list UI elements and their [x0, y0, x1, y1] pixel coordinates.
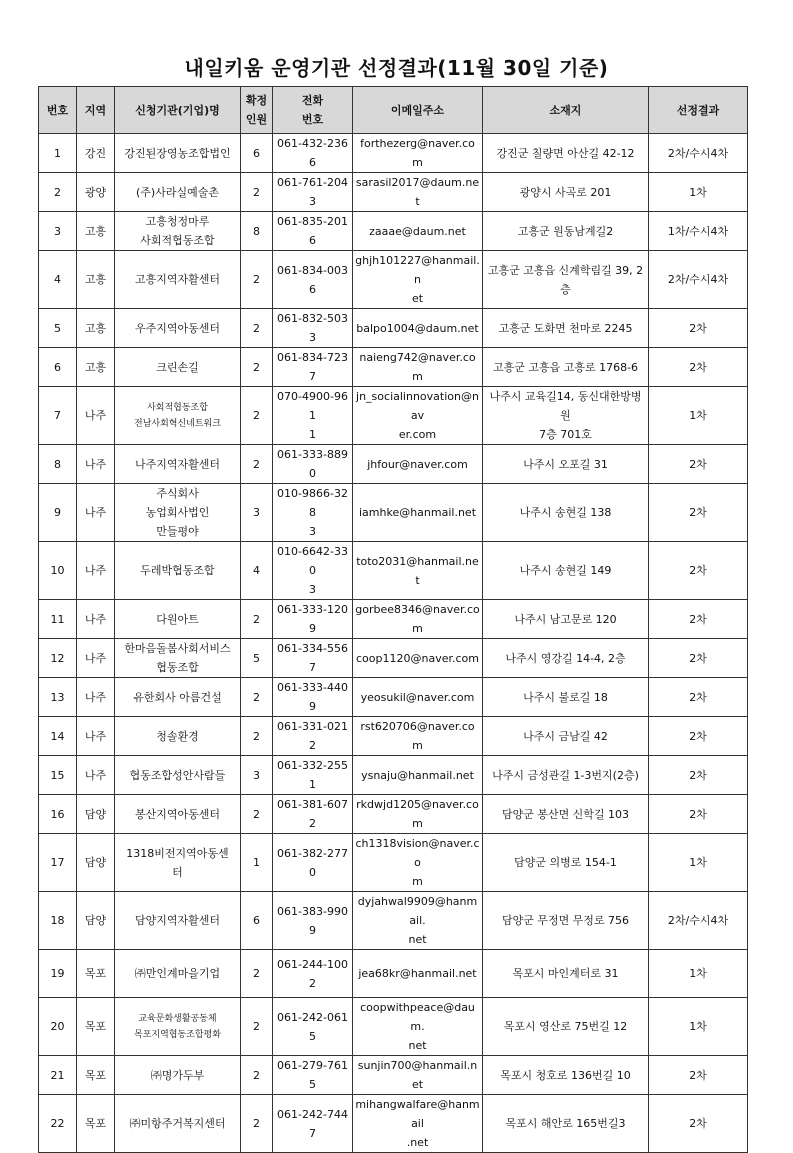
cell-result: 2차 — [649, 542, 748, 600]
cell-result: 2차 — [649, 639, 748, 678]
cell-phone: 061-383-9909 — [273, 892, 353, 950]
cell-name: 우주지역아동센터 — [115, 309, 241, 348]
cell-name: 봉산지역아동센터 — [115, 795, 241, 834]
cell-no: 13 — [39, 678, 77, 717]
table-row — [39, 1095, 748, 1153]
cell-region: 나주 — [77, 542, 115, 600]
table-row — [39, 484, 748, 542]
cell-email: jn_socialinnovation@nav er.com — [353, 387, 483, 445]
cell-address: 목포시 청호로 136번길 10 — [483, 1056, 649, 1095]
cell-region: 담양 — [77, 834, 115, 892]
cell-count: 2 — [241, 348, 273, 387]
cell-address: 담양군 봉산면 신학길 103 — [483, 795, 649, 834]
cell-phone: 061-242-7447 — [273, 1095, 353, 1153]
cell-email: dyjahwal9909@hanmail. net — [353, 892, 483, 950]
cell-no: 11 — [39, 600, 77, 639]
cell-count: 3 — [241, 756, 273, 795]
table-row — [39, 348, 748, 387]
cell-result: 2차 — [649, 678, 748, 717]
cell-address: 나주시 영강길 14-4, 2층 — [483, 639, 649, 678]
cell-phone: 061-331-0212 — [273, 717, 353, 756]
cell-result: 1차 — [649, 173, 748, 212]
cell-region: 목포 — [77, 1056, 115, 1095]
cell-count: 4 — [241, 542, 273, 600]
header-phone: 전화 번호 — [273, 87, 353, 134]
cell-name: 한마음돌봄사회서비스 협동조합 — [115, 639, 241, 678]
cell-name: 교육문화생활공동체 목포지역협동조합평화 — [115, 998, 241, 1056]
cell-phone: 061-332-2551 — [273, 756, 353, 795]
cell-count: 3 — [241, 484, 273, 542]
cell-no: 7 — [39, 387, 77, 445]
table-row — [39, 834, 748, 892]
cell-region: 목포 — [77, 950, 115, 998]
cell-no: 18 — [39, 892, 77, 950]
cell-phone: 061-244-1002 — [273, 950, 353, 998]
header-email: 이메일주소 — [353, 87, 483, 134]
cell-email: coopwithpeace@daum. net — [353, 998, 483, 1056]
cell-phone: 061-333-4409 — [273, 678, 353, 717]
cell-address: 고흥군 고흥읍 신계학림길 39, 2층 — [483, 251, 649, 309]
header-region: 지역 — [77, 87, 115, 134]
cell-email: ysnaju@hanmail.net — [353, 756, 483, 795]
cell-phone: 061-333-8890 — [273, 445, 353, 484]
table-row — [39, 1056, 748, 1095]
cell-phone: 061-381-6072 — [273, 795, 353, 834]
cell-address: 고흥군 도화면 천마로 2245 — [483, 309, 649, 348]
cell-name: 청솔환경 — [115, 717, 241, 756]
cell-email: sunjin700@hanmail.net — [353, 1056, 483, 1095]
cell-result: 1차 — [649, 387, 748, 445]
cell-name: 사회적협동조합 전남사회혁신네트워크 — [115, 387, 241, 445]
table-row — [39, 309, 748, 348]
cell-name: ㈜미항주거복지센터 — [115, 1095, 241, 1153]
cell-name: ㈜명가두부 — [115, 1056, 241, 1095]
cell-email: rst620706@naver.com — [353, 717, 483, 756]
cell-no: 12 — [39, 639, 77, 678]
cell-region: 고흥 — [77, 348, 115, 387]
cell-region: 목포 — [77, 998, 115, 1056]
header-name: 신청기관(기업)명 — [115, 87, 241, 134]
cell-count: 8 — [241, 212, 273, 251]
cell-email: jea68kr@hanmail.net — [353, 950, 483, 998]
cell-count: 1 — [241, 834, 273, 892]
cell-name: 협동조합성안사람들 — [115, 756, 241, 795]
cell-region: 나주 — [77, 756, 115, 795]
cell-name: (주)사라실예술촌 — [115, 173, 241, 212]
cell-count: 2 — [241, 1095, 273, 1153]
cell-region: 목포 — [77, 1095, 115, 1153]
cell-region: 담양 — [77, 795, 115, 834]
cell-region: 나주 — [77, 484, 115, 542]
cell-no: 10 — [39, 542, 77, 600]
cell-result: 2차 — [649, 1056, 748, 1095]
cell-region: 나주 — [77, 600, 115, 639]
cell-phone: 061-279-7615 — [273, 1056, 353, 1095]
cell-count: 2 — [241, 717, 273, 756]
cell-region: 고흥 — [77, 212, 115, 251]
cell-name: 고흥청정마루 사회적협동조합 — [115, 212, 241, 251]
cell-email: jhfour@naver.com — [353, 445, 483, 484]
cell-count: 6 — [241, 134, 273, 173]
cell-address: 광양시 사곡로 201 — [483, 173, 649, 212]
cell-email: rkdwjd1205@naver.com — [353, 795, 483, 834]
header-count: 확정 인원 — [241, 87, 273, 134]
cell-email: mihangwalfare@hanmail .net — [353, 1095, 483, 1153]
cell-address: 나주시 교육길14, 동신대한방병원 7층 701호 — [483, 387, 649, 445]
cell-no: 15 — [39, 756, 77, 795]
cell-email: yeosukil@naver.com — [353, 678, 483, 717]
table-header-row — [39, 87, 748, 134]
table-row — [39, 717, 748, 756]
table-row — [39, 542, 748, 600]
cell-result: 2차 — [649, 717, 748, 756]
cell-no: 9 — [39, 484, 77, 542]
cell-result: 2차 — [649, 600, 748, 639]
cell-email: gorbee8346@naver.co m — [353, 600, 483, 639]
cell-no: 8 — [39, 445, 77, 484]
cell-phone: 061-761-2043 — [273, 173, 353, 212]
cell-address: 목포시 영산로 75번길 12 — [483, 998, 649, 1056]
cell-count: 2 — [241, 445, 273, 484]
cell-region: 고흥 — [77, 309, 115, 348]
cell-no: 6 — [39, 348, 77, 387]
cell-email: balpo1004@daum.net — [353, 309, 483, 348]
cell-region: 나주 — [77, 678, 115, 717]
cell-count: 2 — [241, 795, 273, 834]
cell-no: 14 — [39, 717, 77, 756]
cell-phone: 070-4900-961 1 — [273, 387, 353, 445]
cell-no: 4 — [39, 251, 77, 309]
table-row — [39, 892, 748, 950]
header-result: 선정결과 — [649, 87, 748, 134]
cell-phone: 061-835-2016 — [273, 212, 353, 251]
cell-email: toto2031@hanmail.net — [353, 542, 483, 600]
cell-address: 담양군 의병로 154-1 — [483, 834, 649, 892]
cell-count: 2 — [241, 998, 273, 1056]
table-row — [39, 795, 748, 834]
cell-result: 2차 — [649, 445, 748, 484]
cell-no: 22 — [39, 1095, 77, 1153]
cell-no: 16 — [39, 795, 77, 834]
cell-phone: 061-333-1209 — [273, 600, 353, 639]
cell-email: sarasil2017@daum.net — [353, 173, 483, 212]
cell-no: 2 — [39, 173, 77, 212]
cell-no: 1 — [39, 134, 77, 173]
cell-count: 6 — [241, 892, 273, 950]
table-row — [39, 600, 748, 639]
cell-result: 2차 — [649, 1095, 748, 1153]
cell-name: 담양지역자활센터 — [115, 892, 241, 950]
cell-count: 2 — [241, 678, 273, 717]
cell-result: 2차/수시4차 — [649, 134, 748, 173]
cell-name: 두레박협동조합 — [115, 542, 241, 600]
cell-no: 17 — [39, 834, 77, 892]
cell-region: 고흥 — [77, 251, 115, 309]
table-row — [39, 134, 748, 173]
cell-phone: 061-834-7237 — [273, 348, 353, 387]
cell-count: 2 — [241, 387, 273, 445]
cell-address: 나주시 오포길 31 — [483, 445, 649, 484]
cell-count: 2 — [241, 1056, 273, 1095]
cell-address: 나주시 남고문로 120 — [483, 600, 649, 639]
cell-count: 2 — [241, 309, 273, 348]
cell-name: 나주지역자활센터 — [115, 445, 241, 484]
cell-result: 1차 — [649, 834, 748, 892]
cell-result: 2차 — [649, 348, 748, 387]
cell-phone: 061-242-0615 — [273, 998, 353, 1056]
cell-address: 강진군 칠량면 아산길 42-12 — [483, 134, 649, 173]
cell-address: 목포시 해안로 165번길3 — [483, 1095, 649, 1153]
cell-result: 2차/수시4차 — [649, 251, 748, 309]
cell-no: 5 — [39, 309, 77, 348]
cell-name: 유한회사 아름건설 — [115, 678, 241, 717]
cell-email: ghjh101227@hanmail.n et — [353, 251, 483, 309]
cell-name: 주식회사 농업회사법인 만들평야 — [115, 484, 241, 542]
cell-email: coop1120@naver.com — [353, 639, 483, 678]
cell-address: 나주시 금성관길 1-3번지(2층) — [483, 756, 649, 795]
cell-count: 5 — [241, 639, 273, 678]
table-row — [39, 998, 748, 1056]
table-row — [39, 756, 748, 795]
cell-result: 2차 — [649, 756, 748, 795]
cell-region: 담양 — [77, 892, 115, 950]
cell-address: 나주시 금남길 42 — [483, 717, 649, 756]
table-row — [39, 251, 748, 309]
cell-no: 3 — [39, 212, 77, 251]
cell-no: 19 — [39, 950, 77, 998]
table-body — [39, 134, 748, 1153]
cell-name: 크린손길 — [115, 348, 241, 387]
cell-result: 2차 — [649, 309, 748, 348]
cell-no: 21 — [39, 1056, 77, 1095]
cell-name: 다원아트 — [115, 600, 241, 639]
cell-phone: 010-6642-330 3 — [273, 542, 353, 600]
cell-result: 1차 — [649, 998, 748, 1056]
cell-address: 고흥군 고흥읍 고흥로 1768-6 — [483, 348, 649, 387]
cell-email: zaaae@daum.net — [353, 212, 483, 251]
cell-count: 2 — [241, 173, 273, 212]
cell-region: 강진 — [77, 134, 115, 173]
cell-count: 2 — [241, 950, 273, 998]
selection-results-table — [38, 86, 748, 1153]
cell-region: 나주 — [77, 445, 115, 484]
cell-name: 고흥지역자활센터 — [115, 251, 241, 309]
cell-phone: 010-9866-328 3 — [273, 484, 353, 542]
cell-no: 20 — [39, 998, 77, 1056]
cell-name: ㈜만인계마을기업 — [115, 950, 241, 998]
table-row — [39, 445, 748, 484]
table-row — [39, 678, 748, 717]
cell-result: 1차/수시4차 — [649, 212, 748, 251]
cell-email: naieng742@naver.com — [353, 348, 483, 387]
cell-address: 나주시 불로길 18 — [483, 678, 649, 717]
cell-count: 2 — [241, 251, 273, 309]
cell-result: 2차 — [649, 795, 748, 834]
table-row — [39, 212, 748, 251]
cell-email: forthezerg@naver.com — [353, 134, 483, 173]
cell-address: 나주시 송현길 149 — [483, 542, 649, 600]
table-row — [39, 387, 748, 445]
cell-result: 1차 — [649, 950, 748, 998]
cell-email: ch1318vision@naver.co m — [353, 834, 483, 892]
cell-region: 나주 — [77, 387, 115, 445]
cell-result: 2차/수시4차 — [649, 892, 748, 950]
table-row — [39, 950, 748, 998]
cell-phone: 061-432-2366 — [273, 134, 353, 173]
cell-phone: 061-382-2770 — [273, 834, 353, 892]
cell-address: 고흥군 원동남계길2 — [483, 212, 649, 251]
cell-address: 담양군 무정면 무정로 756 — [483, 892, 649, 950]
header-no: 번호 — [39, 87, 77, 134]
cell-name: 강진된장영농조합법인 — [115, 134, 241, 173]
cell-result: 2차 — [649, 484, 748, 542]
document-title: 내일키움 운영기관 선정결과(11월 30일 기준) — [184, 56, 609, 80]
cell-name: 1318비전지역아동센 터 — [115, 834, 241, 892]
cell-address: 목포시 마인계터로 31 — [483, 950, 649, 998]
cell-region: 나주 — [77, 639, 115, 678]
cell-phone: 061-834-0036 — [273, 251, 353, 309]
table-row — [39, 173, 748, 212]
header-address: 소재지 — [483, 87, 649, 134]
cell-region: 나주 — [77, 717, 115, 756]
table-row — [39, 639, 748, 678]
cell-count: 2 — [241, 600, 273, 639]
cell-phone: 061-334-5567 — [273, 639, 353, 678]
cell-email: iamhke@hanmail.net — [353, 484, 483, 542]
cell-region: 광양 — [77, 173, 115, 212]
cell-address: 나주시 송현길 138 — [483, 484, 649, 542]
cell-phone: 061-832-5033 — [273, 309, 353, 348]
